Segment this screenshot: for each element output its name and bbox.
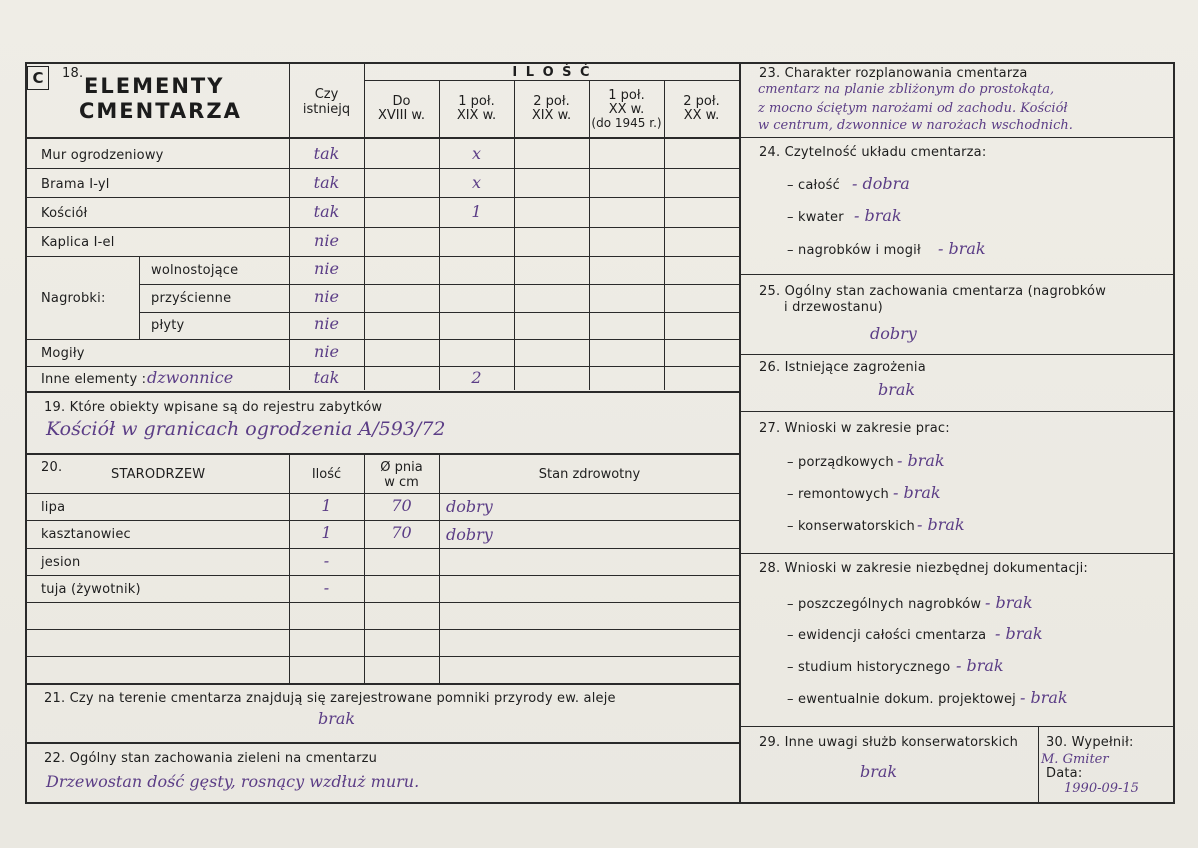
- grid-line: [25, 683, 740, 685]
- row-label-brama: Brama I-yl: [41, 177, 110, 192]
- grid-line: [25, 168, 740, 169]
- s24-item-answer: - brak: [938, 239, 986, 258]
- s28-item-answer: - brak: [995, 624, 1043, 643]
- row-exists-mogily: nie: [314, 342, 339, 361]
- grid-line: [739, 137, 1174, 138]
- tree-count: 1: [321, 523, 332, 542]
- tree-count: -: [323, 578, 330, 597]
- row-label-inne: Inne elementy :: [41, 372, 147, 387]
- tree-diam: 70: [391, 523, 412, 542]
- grid-line: [25, 366, 740, 367]
- s23-answer-line3: w centrum, dzwonnice w narożach wschodnich.: [758, 118, 1073, 133]
- grid-line: [25, 339, 740, 340]
- s23-label: 23. Charakter rozplanowania cmentarza: [759, 66, 1028, 81]
- s23-answer-line2: z mocno ściętym narożami od zachodu. Kościół: [758, 101, 1068, 116]
- row-xix1-mur: x: [471, 144, 482, 163]
- s26-label: 26. Istniejące zagrożenia: [759, 360, 926, 375]
- s28-item-label: – poszczególnych nagrobków: [787, 597, 982, 612]
- period-5-l2: XX w.: [683, 108, 720, 123]
- grid-line: [25, 742, 740, 744]
- row-exists-brama: tak: [313, 173, 340, 192]
- s30-date: 1990-09-15: [1064, 781, 1139, 796]
- grid-line: [25, 391, 740, 393]
- frame-middle: [739, 62, 741, 803]
- nagrobki-label: Nagrobki:: [41, 291, 106, 306]
- period-2-l1: 1 poł.: [458, 94, 495, 109]
- s27-item-label: – porządkowych: [787, 455, 894, 470]
- frame-top: [25, 62, 1175, 64]
- frame-left: [25, 62, 27, 803]
- s29-answer: brak: [860, 762, 898, 781]
- period-2-l2: XIX w.: [456, 108, 497, 123]
- s21-label: 21. Czy na terenie cmentarza znajdują się zarejestrowane pomniki przyrody ew. aleje: [44, 691, 616, 706]
- row-exists-kaplica: nie: [314, 231, 339, 250]
- col-diam-line2: w cm: [384, 475, 419, 490]
- s28-item-answer: - brak: [1020, 688, 1068, 707]
- tree-health: dobry: [446, 497, 493, 516]
- row-exists-przyscienne: nie: [314, 287, 339, 306]
- s27-item-answer: - brak: [917, 515, 965, 534]
- s24-item-answer: - brak: [854, 206, 902, 225]
- frame-right: [1173, 62, 1175, 803]
- row-label-kosciol: Kościół: [41, 206, 88, 221]
- s20-number: 20.: [41, 460, 63, 475]
- s18-title-line2: CMENTARZA: [79, 99, 242, 123]
- grid-line: [739, 726, 1174, 727]
- tree-name: jesion: [41, 555, 81, 570]
- grid-line: [25, 227, 740, 228]
- col-exists-line2: istniejq: [302, 102, 351, 117]
- col-diam-line1: Ø pnia: [380, 460, 423, 475]
- tree-name: tuja (żywotnik): [41, 582, 141, 597]
- grid-line: [739, 411, 1174, 412]
- s28-item-label: – studium historycznego: [787, 660, 951, 675]
- period-4-l3: (do 1945 r.): [591, 116, 662, 130]
- grid-line: [739, 274, 1174, 275]
- grid-line: [364, 80, 740, 81]
- row-label-przyscienne: przyścienne: [151, 291, 232, 306]
- s18-number: 18.: [62, 66, 84, 81]
- period-5-l1: 2 poł.: [683, 94, 720, 109]
- grid-line: [139, 284, 740, 285]
- s25-label-line1: 25. Ogólny stan zachowania cmentarza (nagrobków: [759, 284, 1107, 299]
- row-exists-plyty: nie: [314, 314, 339, 333]
- tree-count: -: [323, 551, 330, 570]
- tree-diam: 70: [391, 496, 412, 515]
- grid-line: [739, 354, 1174, 355]
- s24-item-label: – kwater: [787, 210, 844, 225]
- grid-line: [25, 602, 740, 603]
- col-count: Ilość: [311, 467, 342, 482]
- row-exists-mur: tak: [313, 144, 340, 163]
- tree-count: 1: [321, 496, 332, 515]
- s28-item-answer: - brak: [956, 656, 1004, 675]
- row-label-plyty: płyty: [151, 318, 185, 333]
- section-letter-box: C: [27, 66, 49, 90]
- row-label-kaplica: Kaplica I-el: [41, 235, 115, 250]
- row-exists-wolnostojace: nie: [314, 259, 339, 278]
- s18-title-line1: ELEMENTY: [84, 74, 225, 98]
- row-xix1-inne: 2: [471, 368, 482, 387]
- s23-answer-line1: cmentarz na planie zbliżonym do prostokąta,: [758, 82, 1055, 97]
- s25-answer: dobry: [870, 324, 917, 343]
- row-label-wolnostojace: wolnostojące: [151, 263, 239, 278]
- s28-item-label: – ewentualnie dokum. projektowej: [787, 692, 1016, 707]
- s29-label: 29. Inne uwagi służb konserwatorskich: [759, 735, 1019, 750]
- grid-line: [139, 256, 140, 339]
- grid-line: [25, 137, 740, 139]
- s24-item-label: – nagrobków i mogił: [787, 243, 921, 258]
- grid-line: [25, 656, 740, 657]
- tree-name: kasztanowiec: [41, 527, 131, 542]
- grid-line: [25, 493, 740, 494]
- grid-line: [514, 80, 515, 390]
- col-exists-line1: Czy: [314, 87, 339, 102]
- s27-label: 27. Wnioski w zakresie prac:: [759, 421, 950, 436]
- s30-filled-by: M. Gmiter: [1041, 752, 1109, 767]
- s27-item-answer: - brak: [893, 483, 941, 502]
- tree-health: dobry: [446, 525, 493, 544]
- s28-label: 28. Wnioski w zakresie niezbędnej dokumentacji:: [759, 561, 1089, 576]
- s24-item-label: – całość: [787, 178, 840, 193]
- s22-label: 22. Ogólny stan zachowania zieleni na cmentarzu: [44, 751, 378, 766]
- row-label-mur: Mur ogrodzeniowy: [41, 148, 164, 163]
- grid-line: [25, 629, 740, 630]
- period-4-l1: 1 poł.: [608, 88, 645, 103]
- row-exists-kosciol: tak: [313, 202, 340, 221]
- grid-line: [25, 520, 740, 521]
- s27-item-label: – konserwatorskich: [787, 519, 915, 534]
- period-4-l2: XX w.: [608, 102, 645, 117]
- row-value-inne: dzwonnice: [147, 368, 234, 387]
- row-exists-inne: tak: [313, 368, 340, 387]
- grid-line: [439, 453, 440, 683]
- grid-line: [439, 80, 440, 390]
- s19-label: 19. Które obiekty wpisane są do rejestru zabytków: [44, 400, 383, 415]
- row-xix1-kosciol: 1: [471, 202, 482, 221]
- grid-line: [25, 575, 740, 576]
- s30-date-label: Data:: [1046, 766, 1083, 781]
- grid-line: [25, 256, 740, 257]
- period-1-l1: Do: [392, 94, 411, 109]
- grid-line: [139, 312, 740, 313]
- ilosc-header: I L O Ś Ć: [512, 65, 592, 80]
- s28-item-answer: - brak: [985, 593, 1033, 612]
- s30-label: 30. Wypełnił:: [1046, 735, 1134, 750]
- tree-name: lipa: [41, 500, 66, 515]
- s24-item-answer: - dobra: [852, 174, 910, 193]
- period-3-l2: XIX w.: [531, 108, 572, 123]
- col-health: Stan zdrowotny: [538, 467, 641, 482]
- s25-label-line2: i drzewostanu): [784, 300, 883, 315]
- s19-answer: Kościół w granicach ogrodzenia A/593/72: [46, 418, 446, 440]
- period-1-l2: XVIII w.: [377, 108, 425, 123]
- s20-title: STARODRZEW: [111, 467, 206, 482]
- row-xix1-brama: x: [471, 173, 482, 192]
- s28-item-label: – ewidencji całości cmentarza: [787, 628, 987, 643]
- s26-answer: brak: [878, 380, 916, 399]
- grid-line: [1038, 726, 1039, 803]
- row-label-mogily: Mogiły: [41, 346, 85, 361]
- grid-line: [25, 548, 740, 549]
- grid-line: [664, 80, 665, 390]
- grid-line: [25, 197, 740, 198]
- s27-item-answer: - brak: [897, 451, 945, 470]
- s27-item-label: – remontowych: [787, 487, 889, 502]
- s21-answer: brak: [318, 709, 356, 728]
- s22-answer: Drzewostan dość gęsty, rosnący wzdłuż muru.: [46, 772, 420, 791]
- grid-line: [739, 553, 1174, 554]
- s24-label: 24. Czytelność układu cmentarza:: [759, 145, 987, 160]
- frame-bottom: [25, 802, 1175, 804]
- period-3-l1: 2 poł.: [533, 94, 570, 109]
- grid-line: [25, 453, 740, 455]
